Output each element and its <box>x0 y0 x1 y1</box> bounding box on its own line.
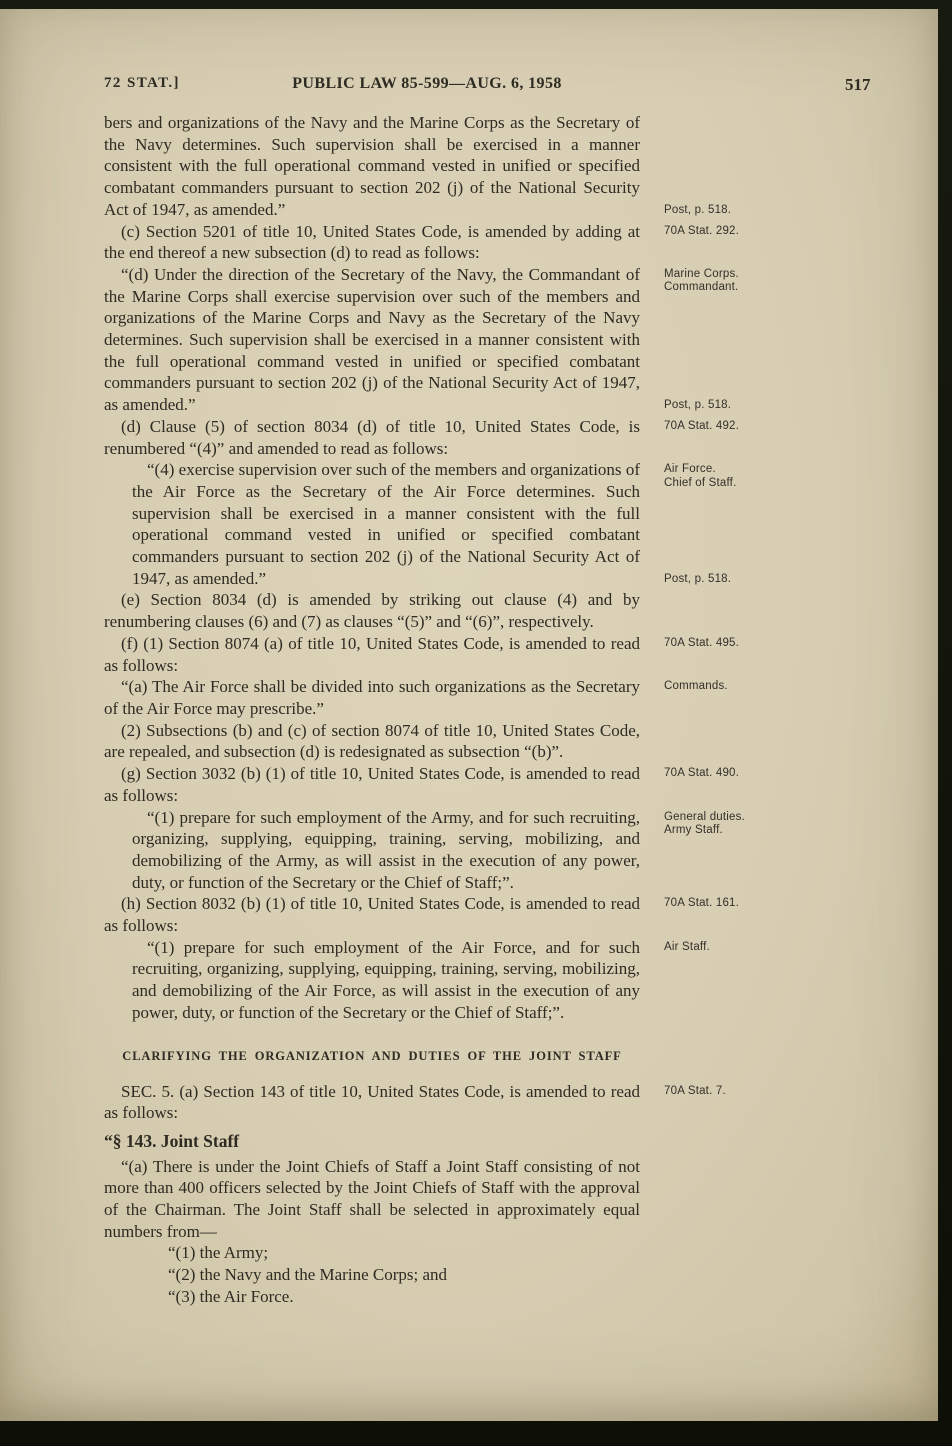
paragraph-text: (2) Subsections (b) and (c) of section 8074 of title 10, United States Code, are repealed, and subsection (d) is redesignated as subsection “(b)”. <box>104 720 640 762</box>
law-title: PUBLIC LAW 85-599—AUG. 6, 1958 <box>292 75 562 92</box>
list-item <box>168 1286 640 1308</box>
paragraph-text: “(4) exercise supervision over such of the members and organizations of the Air Force as the Secretary of the Air Force determines. Such supervision shall be exercised in a manner consistent with the full operational command vested in unified or specified combatant commanders pursuant to section 202 (j) of the National Security Act of 1947, as amended.” <box>132 460 640 588</box>
margin-note-line: General duties. <box>664 810 745 823</box>
paragraph <box>132 937 710 1024</box>
margin-note <box>664 941 824 955</box>
list-item <box>168 1264 640 1286</box>
margin-note <box>664 225 824 239</box>
margin-note <box>664 420 824 434</box>
page <box>0 9 938 1421</box>
paragraph-text: bers and organizations of the Navy and the Marine Corps as the Secretary of the Navy determines. Such supervision shall be exercised in a manner consistent with the full operational command vested in unified or specified combatant commanders pursuant to section 202 (j) of the National Security Act of 1947, as amended.” <box>104 113 640 219</box>
margin-note <box>664 573 824 587</box>
paragraph-text: (e) Section 8034 (d) is amended by striking out clause (4) and by renumbering clauses (6) and (7) as clauses “(5)” and “(6)”, respectively. <box>104 590 640 632</box>
paragraph-text: SEC. 5. (a) Section 143 of title 10, United States Code, is amended to read as follows: <box>104 1081 640 1123</box>
margin-note <box>664 204 824 218</box>
margin-note-line: Post, p. 518. <box>664 572 732 585</box>
paragraph-text: “(a) There is under the Joint Chiefs of Staff a Joint Staff consisting of not more than 400 officers selected by the Joint Chiefs of Staff with the approval of the Chairman. The Joint Staff shall be selected in approximately equal numbers from— <box>104 1156 640 1241</box>
margin-note-line: 70A Stat. 492. <box>664 419 740 432</box>
paragraph <box>104 112 732 221</box>
paragraph <box>104 1156 640 1243</box>
paragraph <box>104 264 739 416</box>
margin-note <box>664 637 824 651</box>
margin-note-line: Commands. <box>664 680 728 693</box>
margin-note <box>664 680 824 694</box>
margin-note-line: 70A Stat. 7. <box>664 1084 726 1097</box>
margin-note <box>664 1085 824 1099</box>
margin-note-line: Post, p. 518. <box>664 399 732 412</box>
paragraph-text: (g) Section 3032 (b) (1) of title 10, United States Code, is amended to read as follows: <box>104 764 640 805</box>
paragraph-text: “(1) the Army; <box>168 1243 269 1263</box>
margin-note <box>664 897 824 911</box>
page-number: 517 <box>845 75 871 94</box>
paragraph-text: “(1) prepare for such employment of the Air Force, and for such recruiting, organizing, supplying, equipping, training, serving, mobilizing, and demobilizing of the Air Force, as will assist in the execution of any power, duty, or function of the Secretary or the Chief of Staff;”. <box>132 937 640 1022</box>
paragraph <box>104 1081 726 1124</box>
margin-note <box>664 268 824 295</box>
paragraph <box>104 763 740 806</box>
paragraph-text: (d) Clause (5) of section 8034 (d) of title 10, United States Code, is renumbered “(4)” and amended to read as follows: <box>104 416 640 458</box>
paragraph <box>104 676 728 719</box>
paragraph-text: “(2) the Navy and the Marine Corps; and <box>168 1265 447 1285</box>
paragraph-text: (c) Section 5201 of title 10, United States Code, is amended by adding at the end thereof a new subsection (d) to read as follows: <box>104 221 640 263</box>
page-header <box>0 75 938 99</box>
paragraph-text: “(1) prepare for such employment of the Army, and for such recruiting, organizing, supplying, equipping, training, serving, mobilizing, and demobilizing of the Army, as will assist in the execution of any power, duty, or function of the Secretary or the Chief of Staff;”. <box>132 807 640 892</box>
section-heading <box>104 1048 640 1064</box>
paragraph-text: “(d) Under the direction of the Secretary of the Navy, the Commandant of the Marine Corps shall exercise supervision over such of the members and organizations of the Marine Corps and Navy as the Secretary of the Navy determines. Such supervision shall be exercised in a manner consistent with the full operational command vested in unified or specified combatant commanders pursuant to section 202 (j) of the National Security Act of 1947, as amended.” <box>104 264 640 415</box>
paragraph-text: CLARIFYING THE ORGANIZATION AND DUTIES OF THE JOINT STAFF <box>122 1048 622 1063</box>
margin-note <box>664 463 824 490</box>
paragraph <box>104 720 640 763</box>
paragraph-text: “(a) The Air Force shall be divided into such organizations as the Secretary of the Air Force may prescribe.” <box>104 677 640 718</box>
margin-note-line: 70A Stat. 490. <box>664 767 740 780</box>
margin-note-line: 70A Stat. 292. <box>664 224 740 237</box>
margin-note-line: 70A Stat. 495. <box>664 636 740 649</box>
margin-note-line: Post, p. 518. <box>664 204 732 217</box>
paragraph-text: (f) (1) Section 8074 (a) of title 10, United States Code, is amended to read as follows: <box>104 633 640 675</box>
margin-note <box>664 811 824 838</box>
paragraph-text: “§ 143. Joint Staff <box>104 1130 240 1151</box>
margin-note-line: Air Staff. <box>664 940 710 953</box>
paragraph <box>104 221 740 264</box>
margin-note-line: Chief of Staff. <box>664 476 737 489</box>
statute-section-title <box>104 1131 640 1153</box>
paragraph <box>104 893 740 936</box>
paragraph <box>104 633 740 676</box>
margin-note-line: Air Force. <box>664 463 716 476</box>
margin-note-line: Army Staff. <box>664 824 723 836</box>
margin-note <box>664 767 824 781</box>
document-body <box>104 112 745 1308</box>
paragraph <box>132 459 737 589</box>
paragraph <box>104 589 640 632</box>
paragraph <box>132 807 745 894</box>
paragraph <box>104 416 740 459</box>
margin-note <box>664 399 824 413</box>
paragraph-text: “(3) the Air Force. <box>168 1286 294 1306</box>
paragraph-text: (h) Section 8032 (b) (1) of title 10, United States Code, is amended to read as follows: <box>104 894 640 936</box>
list-item <box>168 1242 640 1264</box>
margin-note-line: Commandant. <box>664 281 739 294</box>
stat-volume-label: 72 STAT.] <box>104 75 180 91</box>
margin-note-line: Marine Corps. <box>664 267 739 280</box>
margin-note-line: 70A Stat. 161. <box>664 897 740 910</box>
